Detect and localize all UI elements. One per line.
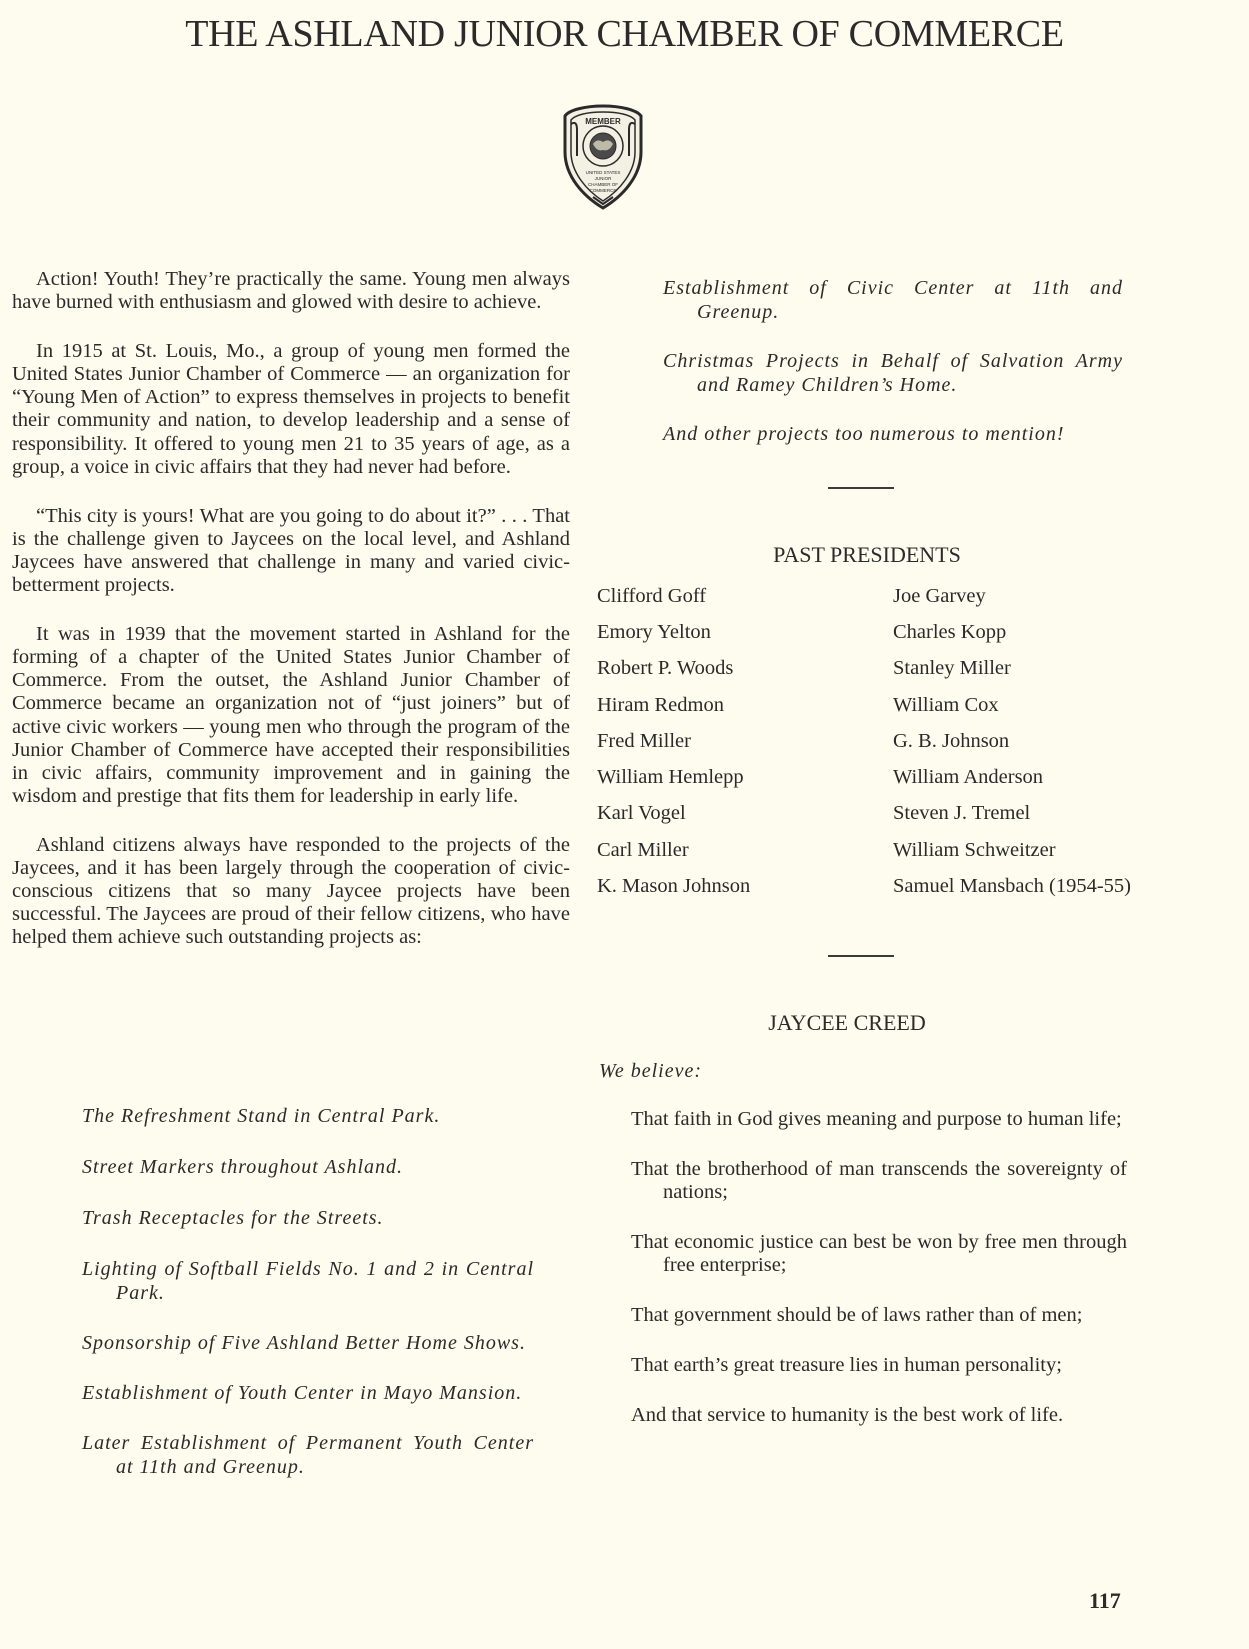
page-number: 117 bbox=[1089, 1588, 1121, 1613]
project-item: Trash Receptacles for the Streets. bbox=[82, 1207, 384, 1229]
section-divider bbox=[828, 955, 894, 957]
creed-intro: We believe: bbox=[599, 1060, 702, 1082]
svg-text:COMMERCE: COMMERCE bbox=[589, 188, 617, 193]
president-row bbox=[597, 868, 1197, 904]
creed-item: That economic justice can best be won by free men through free enterprise; bbox=[631, 1231, 1127, 1276]
president-name: Clifford Goff bbox=[597, 584, 707, 607]
intro-paragraph: Action! Youth! They’re practically the same. Young men always have burned with enthusiasm and glowed with desire to achieve. bbox=[12, 268, 570, 314]
project-item: And other projects too numerous to mention! bbox=[663, 423, 1065, 445]
president-row bbox=[597, 796, 1197, 832]
project-item: Christmas Projects in Behalf of Salvation Army and Ramey Children’s Home. bbox=[663, 350, 1123, 396]
intro-paragraph: It was in 1939 that the movement started in Ashland for the forming of a chapter of the United States Junior Chamber of Commerce. From the outset, the Ashland Junior Chamber of Commerce became an organization not of “just joiners” but of active civic workers — young men who through the program of the Junior Chamber of Commerce have accepted their responsibilities in civic affairs, community improvement and in gaining the wisdom and prestige that fits them for leadership in early life. bbox=[12, 623, 570, 807]
president-name: K. Mason Johnson bbox=[597, 875, 751, 898]
project-item: Sponsorship of Five Ashland Better Home Shows. bbox=[82, 1332, 526, 1354]
creed-item: And that service to humanity is the best work of life. bbox=[631, 1404, 1064, 1426]
member-shield-emblem-icon bbox=[563, 104, 643, 210]
president-row bbox=[597, 723, 1197, 759]
president-row bbox=[597, 578, 1197, 614]
intro-column bbox=[12, 268, 570, 975]
president-row bbox=[597, 832, 1197, 868]
project-item: Establishment of Civic Center at 11th and Greenup. bbox=[663, 277, 1123, 323]
page-title: THE ASHLAND JUNIOR CHAMBER OF COMMERCE bbox=[185, 13, 1064, 55]
president-row bbox=[597, 614, 1197, 650]
creed-list bbox=[631, 1108, 1127, 1454]
creed-item: That faith in God gives meaning and purpose to human life; bbox=[631, 1108, 1122, 1130]
svg-text:MEMBER: MEMBER bbox=[585, 117, 621, 126]
projects-list-continued bbox=[663, 276, 1123, 471]
president-name: Hiram Redmon bbox=[597, 693, 724, 716]
projects-list bbox=[82, 1104, 534, 1479]
svg-text:CHAMBER OF: CHAMBER OF bbox=[587, 182, 619, 187]
president-row bbox=[597, 759, 1197, 795]
president-name: Karl Vogel bbox=[597, 802, 686, 825]
president-name: William Schweitzer bbox=[893, 838, 1056, 861]
president-name: Joe Garvey bbox=[893, 584, 986, 607]
president-name: G. B. Johnson bbox=[893, 729, 1010, 752]
creed-item: That government should be of laws rather than of men; bbox=[631, 1304, 1083, 1326]
intro-paragraph: “This city is yours! What are you going to do about it?” . . . That is the challenge given to Jaycees on the local level, and Ashland Jaycees have answered that challenge in many and varied civic-betterment projects. bbox=[12, 504, 570, 597]
president-name: William Hemlepp bbox=[597, 766, 744, 789]
svg-text:JUNIOR: JUNIOR bbox=[594, 176, 612, 181]
president-name: Carl Miller bbox=[597, 838, 689, 861]
past-presidents-heading: PAST PRESIDENTS bbox=[773, 542, 961, 567]
president-name: William Anderson bbox=[893, 766, 1044, 789]
president-name: Charles Kopp bbox=[893, 620, 1007, 643]
president-row bbox=[597, 687, 1197, 723]
creed-item: That earth’s great treasure lies in human personality; bbox=[631, 1354, 1062, 1376]
president-row bbox=[597, 651, 1197, 687]
section-divider bbox=[828, 487, 894, 489]
past-presidents-list bbox=[597, 578, 1197, 905]
intro-paragraph: Ashland citizens always have responded to the projects of the Jaycees, and it has been largely through the cooperation of civic-conscious citizens that so many Jaycee projects have been successful. The Jaycees are proud of their fellow citizens, who have helped them achieve such outstanding projects as: bbox=[12, 833, 570, 949]
project-item: Lighting of Softball Fields No. 1 and 2 in Central Park. bbox=[82, 1258, 534, 1304]
creed-item: That the brotherhood of man transcends the sovereignty of nations; bbox=[631, 1158, 1127, 1203]
project-item: Street Markers throughout Ashland. bbox=[82, 1156, 404, 1178]
project-item: Establishment of Youth Center in Mayo Mansion. bbox=[82, 1382, 523, 1404]
president-name: William Cox bbox=[893, 693, 999, 716]
president-name: Stanley Miller bbox=[893, 657, 1011, 680]
president-name: Samuel Mansbach (1954-55) bbox=[893, 875, 1131, 898]
president-name: Robert P. Woods bbox=[597, 657, 734, 680]
jaycee-creed-heading: JAYCEE CREED bbox=[768, 1010, 926, 1035]
president-name: Fred Miller bbox=[597, 729, 691, 752]
svg-text:UNITED STATES: UNITED STATES bbox=[585, 170, 621, 175]
president-name: Steven J. Tremel bbox=[893, 802, 1031, 825]
intro-paragraph: In 1915 at St. Louis, Mo., a group of young men formed the United States Junior Chamber of Commerce — an organization for “Young Men of Action” to express themselves in projects to benefit their community and nation, to develop leadership and a sense of responsibility. It offered to young men 21 to 35 years of age, as a group, a voice in civic affairs that they had never had before. bbox=[12, 340, 570, 478]
president-name: Emory Yelton bbox=[597, 620, 711, 643]
project-item: Later Establishment of Permanent Youth Center at 11th and Greenup. bbox=[82, 1432, 534, 1478]
project-item: The Refreshment Stand in Central Park. bbox=[82, 1105, 441, 1127]
